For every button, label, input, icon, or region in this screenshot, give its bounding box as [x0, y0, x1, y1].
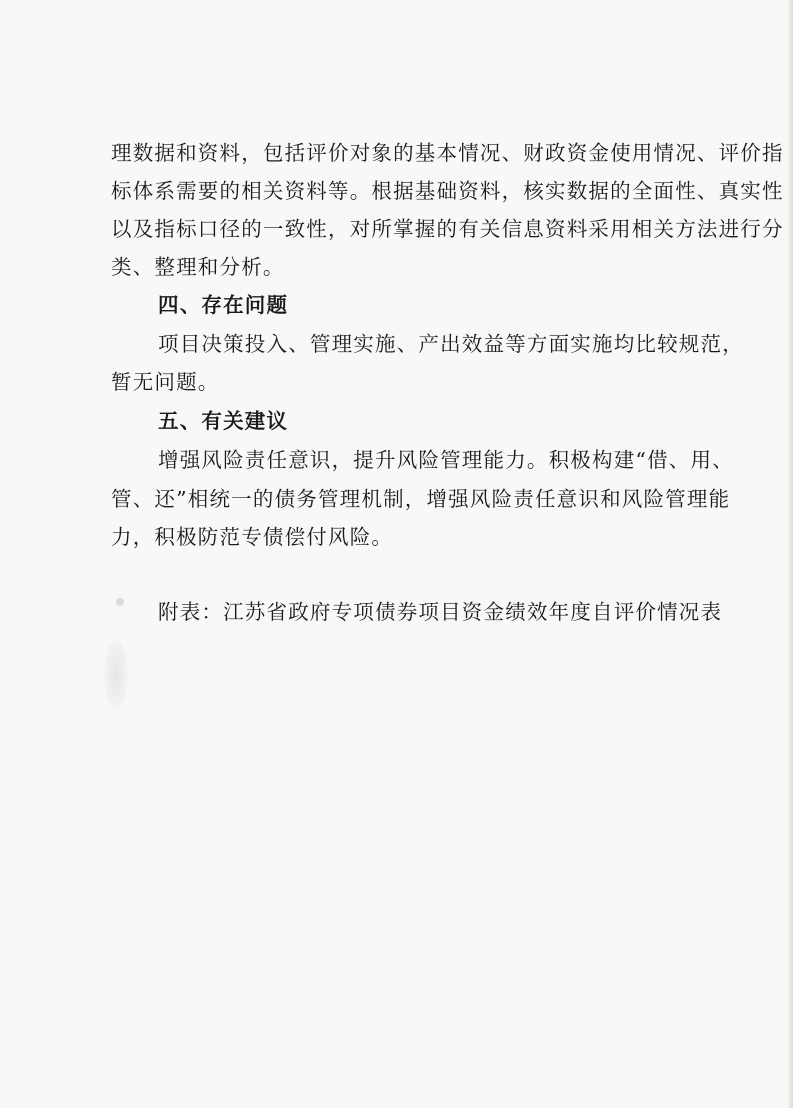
scan-edge-shadow — [787, 0, 793, 1108]
section-heading-problems: 四、存在问题 — [158, 293, 289, 317]
paragraph-suggestions-line-3: 力，积极防范专债偿付风险。 — [111, 525, 394, 549]
scan-speck — [116, 598, 124, 606]
paragraph-suggestions-line-2: 管、还”相统一的债务管理机制，增强风险责任意识和风险管理能 — [111, 487, 731, 511]
paragraph-suggestions-line-1: 增强风险责任意识，提升风险管理能力。积极构建“借、用、 — [158, 448, 734, 472]
attachment-note: 附表：江苏省政府专项债券项目资金绩效年度自评价情况表 — [158, 600, 723, 624]
paragraph-data-line-4: 类、整理和分析。 — [111, 255, 285, 279]
paragraph-problems-line-2: 暂无问题。 — [111, 370, 220, 394]
paragraph-data-line-3: 以及指标口径的一致性，对所掌握的有关信息资料采用相关方法进行分 — [111, 217, 784, 241]
scan-smudge — [104, 640, 128, 710]
paragraph-problems-line-1: 项目决策投入、管理实施、产出效益等方面实施均比较规范， — [158, 332, 744, 356]
paragraph-data-line-1: 理数据和资料，包括评价对象的基本情况、财政资金使用情况、评价指 — [111, 141, 784, 165]
section-heading-suggestions: 五、有关建议 — [158, 409, 289, 433]
paragraph-data-line-2: 标体系需要的相关资料等。根据基础资料，核实数据的全面性、真实性 — [111, 179, 784, 203]
